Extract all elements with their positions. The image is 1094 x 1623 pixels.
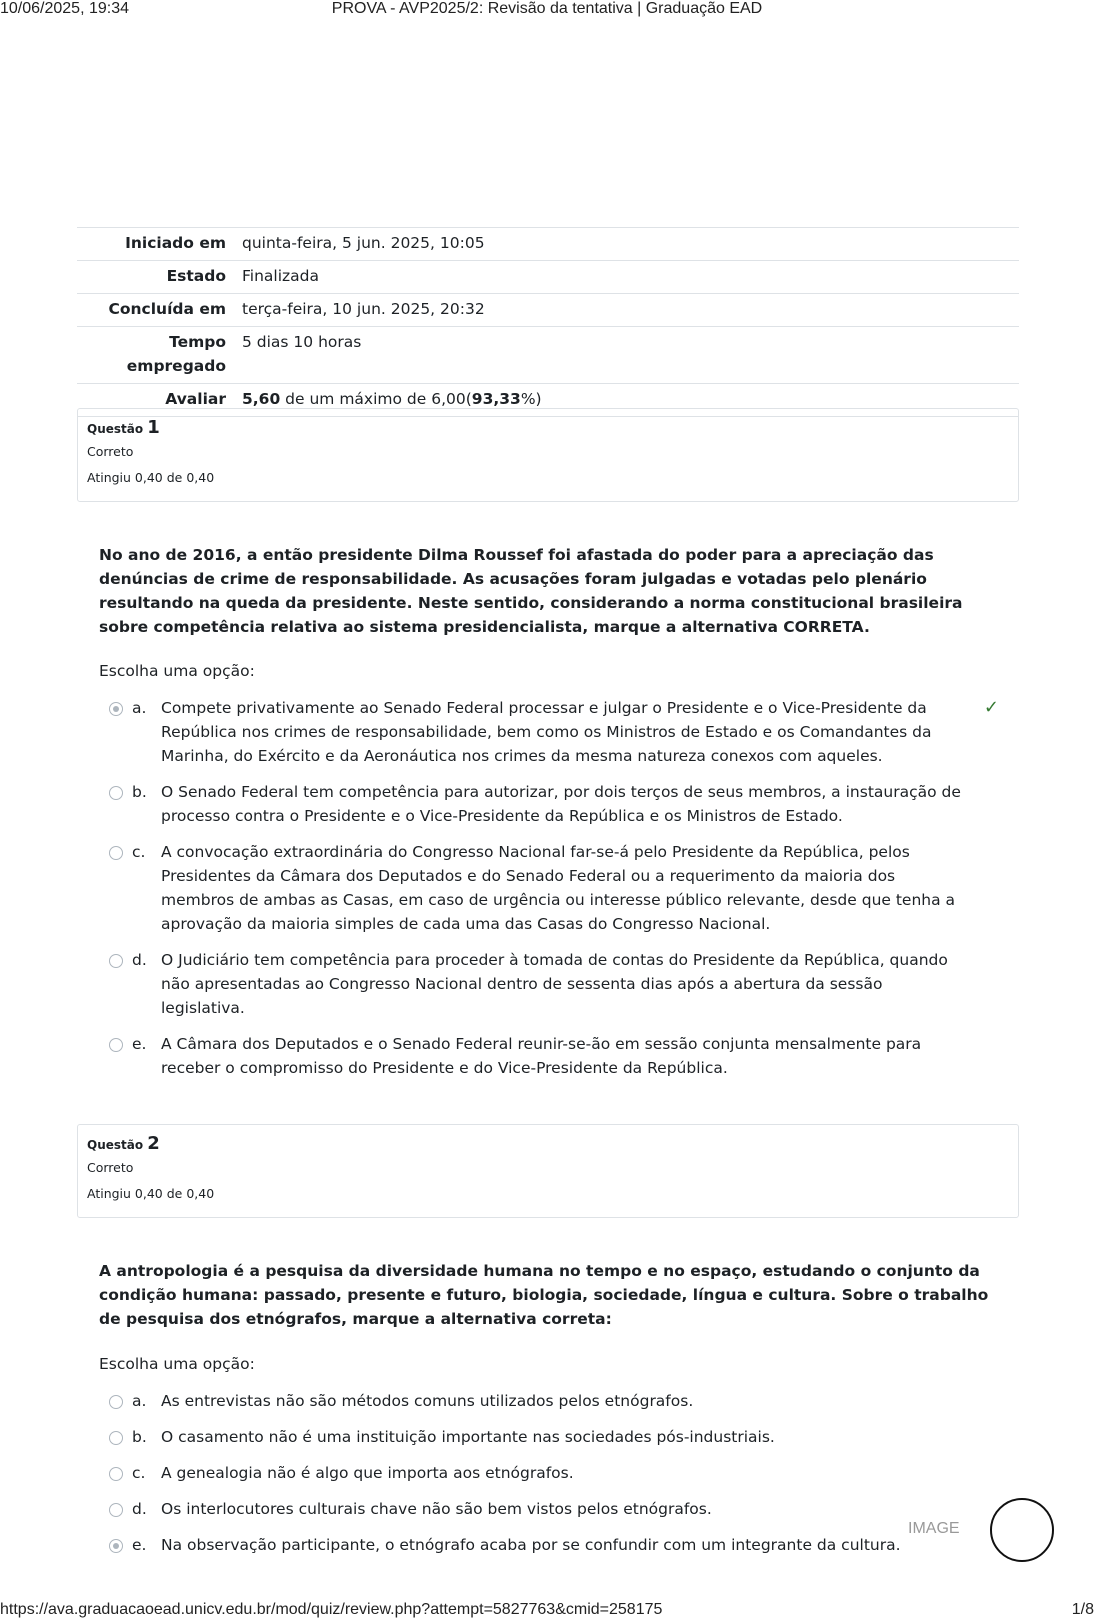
option-letter: a. <box>132 1392 147 1410</box>
question-2-answers <box>99 1389 999 1569</box>
answer-option[interactable] <box>99 948 999 1020</box>
radio-unselected[interactable] <box>109 1038 123 1052</box>
question-2-grade: Atingiu 0,40 de 0,40 <box>87 1186 215 1201</box>
radio-unselected[interactable] <box>109 1431 123 1445</box>
question-2-prompt: Escolha uma opção: <box>99 1355 255 1373</box>
summary-completed-label: Concluída em <box>108 300 226 318</box>
option-letter: d. <box>132 951 147 969</box>
image-placeholder-label: IMAGE <box>908 1520 960 1537</box>
summary-row-state <box>77 261 1019 294</box>
answer-option[interactable] <box>99 1425 999 1449</box>
grade-end: %) <box>520 390 542 408</box>
grade-middle: de um máximo de 6,00( <box>280 390 472 408</box>
option-letter: d. <box>132 1500 147 1518</box>
question-label: Questão <box>87 1138 144 1152</box>
summary-row-time <box>77 327 1019 384</box>
print-header <box>0 0 1094 22</box>
grade-percent: 93,33 <box>471 390 521 408</box>
print-title: PROVA - AVP2025/2: Revisão da tentativa | Graduação EAD <box>331 0 763 17</box>
question-2-number <box>87 1133 1009 1154</box>
summary-time-label-line1: Tempo <box>169 333 226 351</box>
radio-unselected[interactable] <box>109 846 123 860</box>
question-label: Questão <box>87 422 144 436</box>
answer-option[interactable] <box>99 1497 999 1521</box>
question-number: 1 <box>147 417 160 438</box>
option-text: Os interlocutores culturais chave não são bem vistos pelos etnógrafos. <box>161 1500 712 1518</box>
print-url: https://ava.graduacaoead.unicv.edu.br/mod/quiz/review.php?attempt=5827763&cmid=258175 <box>0 1601 663 1618</box>
answer-option[interactable] <box>99 696 999 768</box>
option-text: A genealogia não é algo que importa aos etnógrafos. <box>161 1464 574 1482</box>
radio-selected[interactable] <box>109 702 123 716</box>
radio-unselected[interactable] <box>109 1467 123 1481</box>
correct-check-icon: ✓ <box>983 697 999 718</box>
grade-score: 5,60 <box>242 390 281 408</box>
question-1-answers <box>99 696 999 1092</box>
print-datetime: 10/06/2025, 19:34 <box>0 0 130 17</box>
attempt-summary-table <box>77 227 1019 417</box>
option-letter: b. <box>132 1428 147 1446</box>
option-letter: a. <box>132 699 147 717</box>
option-letter: c. <box>132 843 146 861</box>
summary-grade-label: Avaliar <box>165 390 226 408</box>
question-1-number <box>87 417 1009 438</box>
option-text: O Senado Federal tem competência para autorizar, por dois terços de seus membros, a instauração de processo contra o Presidente e o Vice-Presidente da República e os Ministros de Estado. <box>161 783 961 825</box>
summary-time-label-line2: empregado <box>126 357 226 375</box>
radio-unselected[interactable] <box>109 1395 123 1409</box>
option-text: Compete privativamente ao Senado Federal processar e julgar o Presidente e o Vice-Presidente da República nos crimes de responsabilidade, bem como os Ministros de Estado e os Comandantes da Marinha, do Exército e da Aeronáutica nos crimes da mesma natureza conexos com aqueles. <box>161 699 932 765</box>
question-1-state: Correto <box>87 444 134 459</box>
radio-unselected[interactable] <box>109 786 123 800</box>
summary-state-value: Finalizada <box>242 267 320 285</box>
question-1-grade: Atingiu 0,40 de 0,40 <box>87 470 215 485</box>
summary-time-value: 5 dias 10 horas <box>242 333 362 351</box>
question-1-text: No ano de 2016, a então presidente Dilma Roussef foi afastada do poder para a apreciação das denúncias de crime de responsabilidade. As acusações foram julgadas e votadas pelo plenário resultando na queda da presidente. Neste sentido, considerando a norma constitucional brasileira sobre competência relativa ao sistema presidencialista, marque a alternativa CORRETA. <box>99 546 963 636</box>
answer-option[interactable] <box>99 1533 999 1557</box>
summary-state-label: Estado <box>166 267 226 285</box>
option-text: As entrevistas não são métodos comuns utilizados pelos etnógrafos. <box>161 1392 694 1410</box>
question-1-prompt: Escolha uma opção: <box>99 662 255 680</box>
radio-selected[interactable] <box>109 1539 123 1553</box>
answer-option[interactable] <box>99 1389 999 1413</box>
summary-completed-value: terça-feira, 10 jun. 2025, 20:32 <box>242 300 485 318</box>
option-letter: b. <box>132 783 147 801</box>
summary-row-completed <box>77 294 1019 327</box>
option-text: A convocação extraordinária do Congresso Nacional far-se-á pelo Presidente da República, pelos Presidentes da Câmara dos Deputados e do Senado Federal ou a requerimento da maioria dos membros de ambas as Casas, em caso de urgência ou interesse público relevante, desde que tenha a aprovação da maioria simples de cada uma das Casas do Congresso Nacional. <box>161 843 956 933</box>
answer-option[interactable] <box>99 840 999 936</box>
option-text: Na observação participante, o etnógrafo acaba por se confundir com um integrante da cultura. <box>161 1536 901 1554</box>
option-text: A Câmara dos Deputados e o Senado Federal reunir-se-ão em sessão conjunta mensalmente para receber o compromisso do Presidente e do Vice-Presidente da República. <box>161 1035 922 1077</box>
option-text: O casamento não é uma instituição importante nas sociedades pós-industriais. <box>161 1428 775 1446</box>
summary-time-label <box>77 327 242 384</box>
answer-option[interactable] <box>99 1461 999 1485</box>
radio-unselected[interactable] <box>109 1503 123 1517</box>
option-letter: e. <box>132 1035 147 1053</box>
answer-option[interactable] <box>99 780 999 828</box>
question-1-info <box>77 408 1019 502</box>
question-number: 2 <box>147 1133 160 1154</box>
answer-option[interactable] <box>99 1032 999 1080</box>
radio-unselected[interactable] <box>109 954 123 968</box>
floating-circle-button[interactable] <box>990 1498 1054 1562</box>
option-text: O Judiciário tem competência para proceder à tomada de contas do Presidente da República, quando não apresentadas ao Congresso Nacional dentro de sessenta dias após a abertura da sessão legislativa. <box>161 951 948 1017</box>
summary-started-value: quinta-feira, 5 jun. 2025, 10:05 <box>242 234 485 252</box>
option-letter: c. <box>132 1464 146 1482</box>
question-2-text: A antropologia é a pesquisa da diversidade humana no tempo e no espaço, estudando o conjunto da condição humana: passado, presente e futuro, biologia, sociedade, língua e cultura. Sobre o trabalho de pesquisa dos etnógrafos, marque a alternativa correta: <box>99 1262 989 1328</box>
print-page-number: 1/8 <box>1071 1601 1094 1618</box>
option-letter: e. <box>132 1536 147 1554</box>
summary-row-started <box>77 228 1019 261</box>
summary-started-label: Iniciado em <box>125 234 226 252</box>
question-2-info <box>77 1124 1019 1218</box>
question-2-state: Correto <box>87 1160 134 1175</box>
